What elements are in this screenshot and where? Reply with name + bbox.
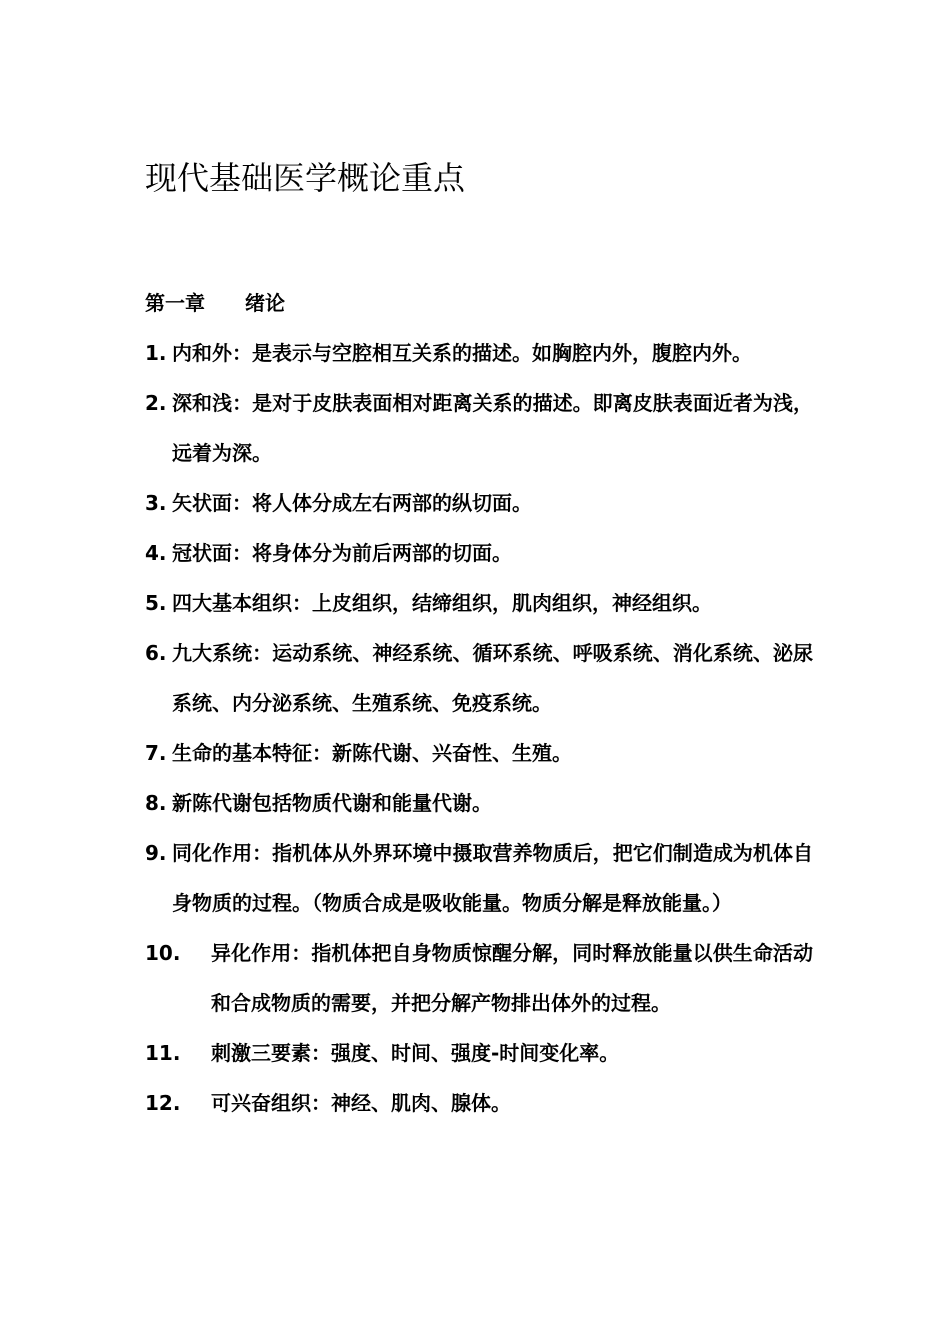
item-text: 四大基本组织：上皮组织，结缔组织，肌肉组织，神经组织。 (172, 591, 712, 615)
chapter-number: 第一章 (145, 291, 205, 315)
list-item (145, 378, 813, 478)
item-text: 内和外：是表示与空腔相互关系的描述。如胸腔内外，腹腔内外。 (172, 341, 752, 365)
document-title: 现代基础医学概论重点 (145, 159, 466, 197)
item-number: 12. (145, 1091, 181, 1115)
item-text: 可兴奋组织：神经、肌肉、腺体。 (211, 1091, 511, 1115)
item-text: 九大系统：运动系统、神经系统、循环系统、呼吸系统、消化系统、泌尿系统、内分泌系统、生殖系统、免疫系统。 (172, 641, 813, 715)
list-item (145, 528, 813, 578)
chapter-heading (145, 278, 813, 328)
item-number: 8. (145, 791, 167, 815)
item-number: 11. (145, 1041, 181, 1065)
list-item (145, 478, 813, 528)
item-number: 2. (145, 391, 167, 415)
item-number: 9. (145, 841, 167, 865)
item-text: 深和浅：是对于皮肤表面相对距离关系的描述。即离皮肤表面近者为浅，远着为深。 (172, 391, 813, 465)
item-text: 异化作用：指机体把自身物质惊醒分解，同时释放能量以供生命活动和合成物质的需要，并把分解产物排出体外的过程。 (211, 941, 813, 1015)
item-text: 生命的基本特征：新陈代谢、兴奋性、生殖。 (172, 741, 572, 765)
list-item (145, 1078, 813, 1128)
list-item (145, 1028, 813, 1078)
item-text: 冠状面：将身体分为前后两部的切面。 (172, 541, 512, 565)
list-item (145, 828, 813, 928)
item-text: 矢状面：将人体分成左右两部的纵切面。 (172, 491, 532, 515)
list-item (145, 578, 813, 628)
item-number: 3. (145, 491, 167, 515)
item-text: 新陈代谢包括物质代谢和能量代谢。 (172, 791, 492, 815)
item-number: 1. (145, 341, 167, 365)
list-item (145, 628, 813, 728)
document-body (145, 278, 813, 1128)
item-number: 10. (145, 941, 181, 965)
list-item (145, 328, 813, 378)
list-item (145, 728, 813, 778)
item-number: 4. (145, 541, 167, 565)
item-text: 刺激三要素：强度、时间、强度-时间变化率。 (211, 1041, 620, 1065)
item-number: 5. (145, 591, 167, 615)
list-item (145, 778, 813, 828)
item-number: 6. (145, 641, 167, 665)
item-text: 同化作用：指机体从外界环境中摄取营养物质后，把它们制造成为机体自身物质的过程。（物质合成是吸收能量。物质分解是释放能量。） (172, 841, 813, 915)
item-number: 7. (145, 741, 167, 765)
chapter-name: 绪论 (245, 291, 285, 315)
list-item (145, 928, 813, 1028)
